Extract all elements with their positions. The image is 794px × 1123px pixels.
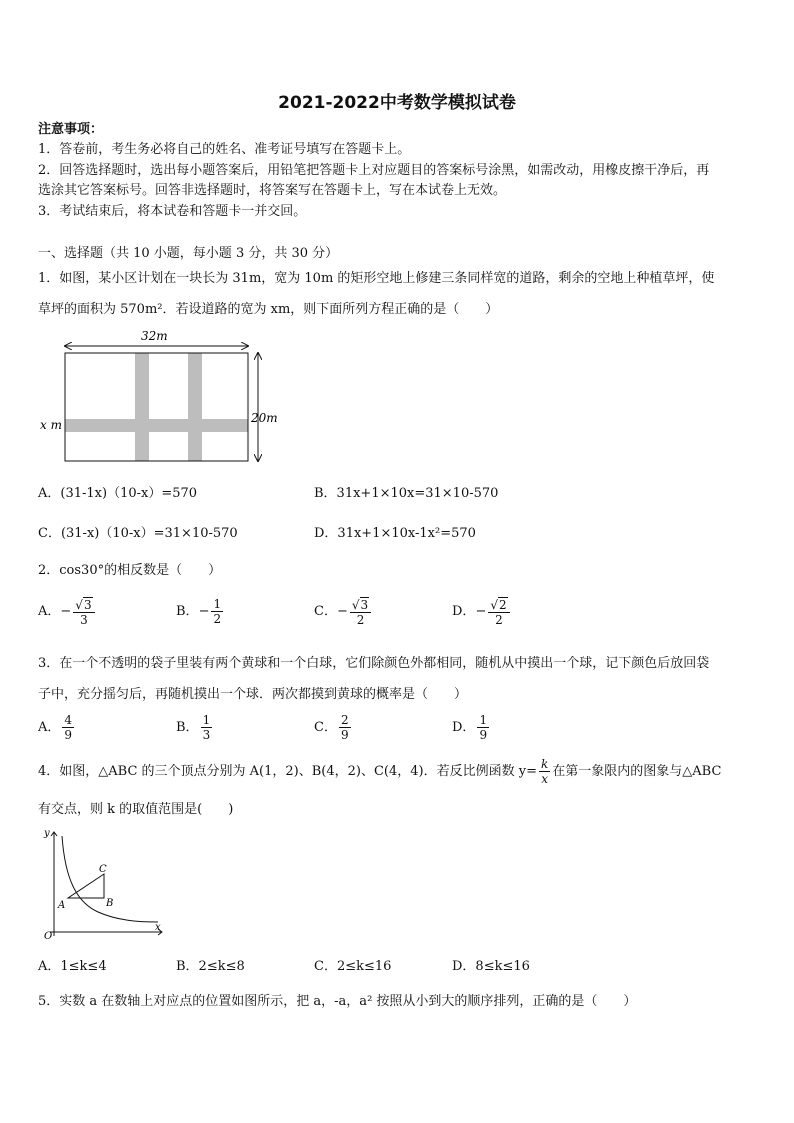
q3-option-a: A． $\frac{4}{9}$ (38, 713, 73, 742)
point-b-label: B (106, 898, 114, 909)
q2-option-a: A． − √ 3 3 (38, 597, 97, 627)
q3-stem-line-1: 3．在一个不透明的袋子里装有两个黄球和一个白球，它们除颜色外都相同，随机从中摸出一个球，记下颜色后放回袋 (38, 656, 710, 671)
point-a-label: A (58, 900, 66, 911)
q3-stem-line-2: 子中，充分摇匀后，再随机摸出一个球．两次都摸到黄球的概率是（ ） (38, 687, 468, 702)
notice-line-2: 2．回答选择题时，选出每小题答案后，用铅笔把答题卡上对应题目的答案标号涂黑，如需改动，用橡皮擦干净后，再 (38, 163, 710, 178)
field-rectangle (65, 353, 248, 461)
q3-option-b: B． $\frac{1}{3}$ (176, 713, 211, 742)
q1-option-c: C．(31-x)（10-x）=31×10-570 (38, 526, 238, 541)
q1-option-b: B．31x+1×10x=31×10-570 (314, 486, 499, 501)
notice-line-3: 选涂其它答案标号。回答非选择题时，将答案写在答题卡上，写在本试卷上无效。 (38, 183, 507, 198)
q1-option-d: D．31x+1×10x-1x²=570 (314, 526, 476, 541)
notice-line-4: 3．考试结束后，将本试卷和答题卡一并交回。 (38, 204, 307, 219)
origin-label: O (44, 931, 53, 942)
vertical-road-1 (135, 353, 149, 461)
q2-stem: 2．cos30°的相反数是（ ） (38, 563, 222, 578)
q4-option-a: A．1≤k≤4 (38, 959, 107, 974)
notice-line-1: 1．答卷前，考生务必将自己的姓名、准考证号填写在答题卡上。 (38, 142, 411, 157)
q2-option-d: D． − √ 2 2 (452, 597, 512, 627)
notice-heading: 注意事项： (38, 122, 104, 137)
q1-stem-line-2: 草坪的面积为 570m²．若设道路的宽为 xm，则下面所列方程正确的是（ ） (38, 302, 499, 317)
width-label: 32m (141, 329, 168, 343)
vertical-road-2 (188, 353, 202, 461)
q1-stem-line-1: 1．如图，某小区计划在一块长为 31m，宽为 10m 的矩形空地上修建三条同样宽的道路，剩余的空地上种植草坪，使 (38, 271, 715, 286)
q1-road-figure (38, 326, 278, 472)
q1-option-a: A．(31-1x)（10-x）=570 (38, 486, 198, 501)
horizontal-road (65, 419, 248, 432)
hyperbola-curve (62, 836, 158, 922)
height-label: 20m (251, 411, 278, 425)
point-c-label: C (99, 864, 107, 875)
q4-option-b: B．2≤k≤8 (176, 959, 245, 974)
x-axis-label: x (155, 922, 161, 933)
q2-option-b: B． − $\frac{1}{2}$ (176, 597, 222, 626)
q4-option-d: D．8≤k≤16 (452, 959, 530, 974)
q4-hyperbola-figure (36, 826, 166, 944)
q3-option-c: C． $\frac{2}{9}$ (314, 713, 349, 742)
y-axis-label: y (44, 828, 50, 839)
q4-option-c: C．2≤k≤16 (314, 959, 392, 974)
q3-option-d: D． $\frac{1}{9}$ (452, 713, 488, 742)
section-heading: 一、选择题（共 10 小题，每小题 3 分，共 30 分） (38, 246, 339, 261)
q2-option-c: C． − √ 3 2 (314, 597, 373, 627)
q5-stem: 5．实数 a 在数轴上对应点的位置如图所示，把 a，-a，a² 按照从小到大的顺序排列，正确的是（ ） (38, 994, 637, 1009)
q4-stem-line-1: 4．如图，△ABC 的三个顶点分别为 A(1，2)、B(4，2)、C(4，4)．若反比例函数 y= $\frac{k}{x}$ 在第一象限内的图象与△ABC (38, 757, 722, 786)
road-width-label: x m (40, 418, 62, 432)
page-title: 2021-2022中考数学模拟试卷 (278, 93, 516, 113)
q4-stem-line-2: 有交点，则 k 的取值范围是( ) (38, 802, 234, 817)
